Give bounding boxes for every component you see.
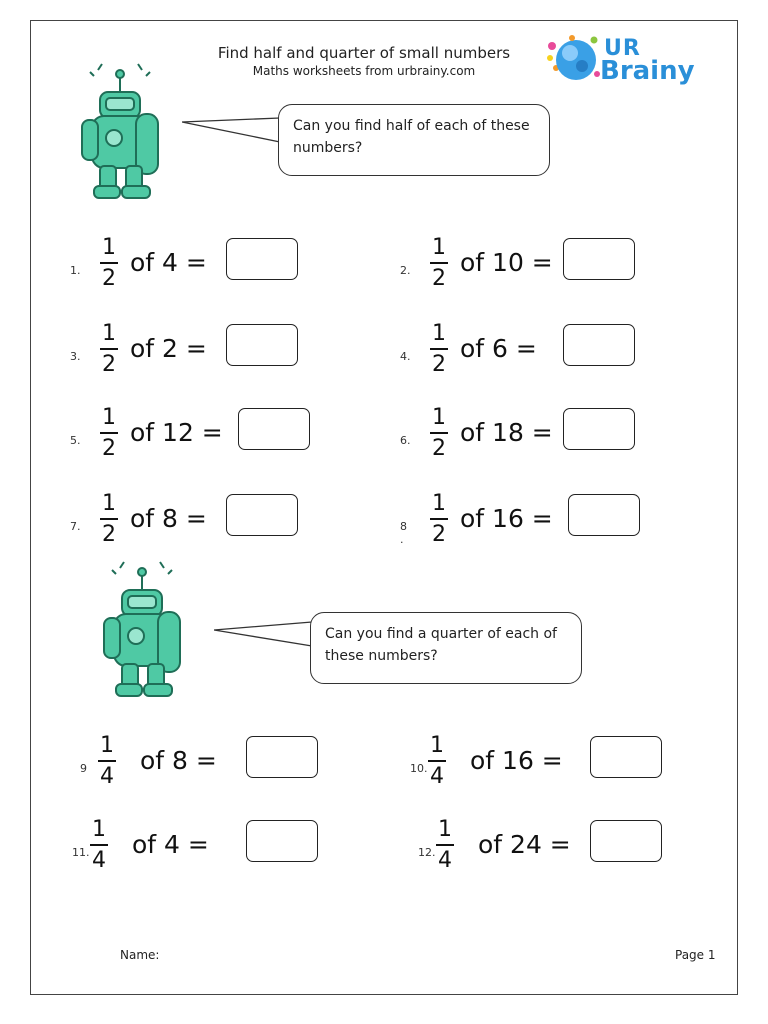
- half-question-1: [70, 235, 207, 300]
- urbrainy-logo: [542, 28, 695, 90]
- fraction: [100, 492, 118, 547]
- question-number: 8 .: [400, 520, 407, 546]
- question-expression: of 2 =: [130, 334, 207, 363]
- quarter-question-4: [418, 817, 571, 882]
- fraction-denominator: 4: [100, 763, 114, 789]
- fraction-numerator: 1: [102, 321, 116, 346]
- fraction-denominator: 4: [92, 847, 106, 873]
- answer-box[interactable]: [246, 736, 318, 778]
- question-number: 12.: [418, 846, 436, 859]
- fraction-numerator: 1: [438, 817, 452, 842]
- question-number: 2.: [400, 264, 411, 277]
- fraction-numerator: 1: [432, 405, 446, 430]
- fraction-bar: [98, 760, 116, 762]
- question-expression: of 4 =: [130, 248, 207, 277]
- answer-box[interactable]: [226, 324, 298, 366]
- question-number: 4.: [400, 350, 411, 363]
- robot-icon: [92, 560, 192, 702]
- fraction: [100, 406, 118, 461]
- half-question-6: [400, 405, 553, 470]
- fraction-denominator: 2: [102, 351, 116, 377]
- fraction: [430, 406, 448, 461]
- question-number: 9: [80, 762, 87, 775]
- fraction-bar: [100, 262, 118, 264]
- fraction: [436, 818, 454, 873]
- robot-icon: [70, 62, 170, 204]
- fraction-numerator: 1: [102, 405, 116, 430]
- question-expression: of 18 =: [460, 418, 553, 447]
- answer-box[interactable]: [590, 820, 662, 862]
- half-question-2: [400, 235, 553, 300]
- fraction-bar: [428, 760, 446, 762]
- fraction-denominator: 2: [432, 521, 446, 547]
- fraction-bar: [90, 844, 108, 846]
- fraction-bar: [430, 518, 448, 520]
- fraction-numerator: 1: [432, 235, 446, 260]
- half-question-8: [400, 491, 553, 556]
- question-expression: of 16 =: [470, 746, 563, 775]
- question-number: 11.: [72, 846, 90, 859]
- half-question-5: [70, 405, 223, 470]
- fraction: [98, 734, 116, 789]
- question-number: 3.: [70, 350, 81, 363]
- answer-box[interactable]: [563, 238, 635, 280]
- answer-box[interactable]: [563, 408, 635, 450]
- fraction-denominator: 4: [430, 763, 444, 789]
- fraction: [428, 734, 446, 789]
- fraction-denominator: 2: [432, 265, 446, 291]
- question-expression: of 6 =: [460, 334, 537, 363]
- answer-box[interactable]: [226, 238, 298, 280]
- quarter-question-1: [80, 733, 217, 798]
- question-number: 5.: [70, 434, 81, 447]
- fraction: [90, 818, 108, 873]
- fraction-bar: [430, 348, 448, 350]
- question-expression: of 16 =: [460, 504, 553, 533]
- fraction-bar: [436, 844, 454, 846]
- fraction: [430, 492, 448, 547]
- name-label: Name:: [120, 948, 160, 962]
- quarter-question-2: [410, 733, 563, 798]
- fraction-bar: [100, 348, 118, 350]
- question-expression: of 8 =: [130, 504, 207, 533]
- answer-box[interactable]: [563, 324, 635, 366]
- answer-box[interactable]: [238, 408, 310, 450]
- fraction-bar: [430, 262, 448, 264]
- question-number: 6.: [400, 434, 411, 447]
- fraction-numerator: 1: [102, 235, 116, 260]
- fraction-numerator: 1: [102, 491, 116, 516]
- question-number: 10.: [410, 762, 428, 775]
- question-expression: of 12 =: [130, 418, 223, 447]
- fraction: [430, 322, 448, 377]
- question-expression: of 4 =: [132, 830, 209, 859]
- answer-box[interactable]: [226, 494, 298, 536]
- fraction-denominator: 2: [102, 265, 116, 291]
- logo-brainy-text: Brainy: [600, 56, 695, 86]
- fraction-numerator: 1: [92, 817, 106, 842]
- page-number: Page 1: [675, 948, 716, 962]
- fraction-numerator: 1: [100, 733, 114, 758]
- fraction-denominator: 2: [102, 435, 116, 461]
- answer-box[interactable]: [246, 820, 318, 862]
- fraction-numerator: 1: [432, 491, 446, 516]
- fraction-denominator: 4: [438, 847, 452, 873]
- logo-ur-text: UR: [604, 36, 641, 61]
- fraction-bar: [100, 518, 118, 520]
- fraction-denominator: 2: [102, 521, 116, 547]
- fraction: [430, 236, 448, 291]
- fraction-numerator: 1: [430, 733, 444, 758]
- quarter-speech-bubble: Can you find a quarter of each of these numbers?: [310, 612, 582, 684]
- half-question-7: [70, 491, 207, 556]
- fraction-bar: [100, 432, 118, 434]
- half-speech-bubble: Can you find half of each of these numbers?: [278, 104, 550, 176]
- half-question-3: [70, 321, 207, 386]
- fraction: [100, 322, 118, 377]
- question-expression: of 8 =: [140, 746, 217, 775]
- fraction-denominator: 2: [432, 351, 446, 377]
- question-number: 7.: [70, 520, 81, 533]
- worksheet-title: Find half and quarter of small numbers: [217, 44, 511, 62]
- question-expression: of 10 =: [460, 248, 553, 277]
- question-expression: of 24 =: [478, 830, 571, 859]
- fraction-numerator: 1: [432, 321, 446, 346]
- answer-box[interactable]: [590, 736, 662, 778]
- question-number: 1.: [70, 264, 81, 277]
- fraction: [100, 236, 118, 291]
- half-question-4: [400, 321, 537, 386]
- fraction-bar: [430, 432, 448, 434]
- worksheet-subtitle: Maths worksheets from urbrainy.com: [252, 64, 476, 78]
- answer-box[interactable]: [568, 494, 640, 536]
- fraction-denominator: 2: [432, 435, 446, 461]
- speech-bubble-tail: [214, 618, 314, 654]
- speech-bubble-tail: [182, 112, 282, 148]
- quarter-question-3: [72, 817, 209, 882]
